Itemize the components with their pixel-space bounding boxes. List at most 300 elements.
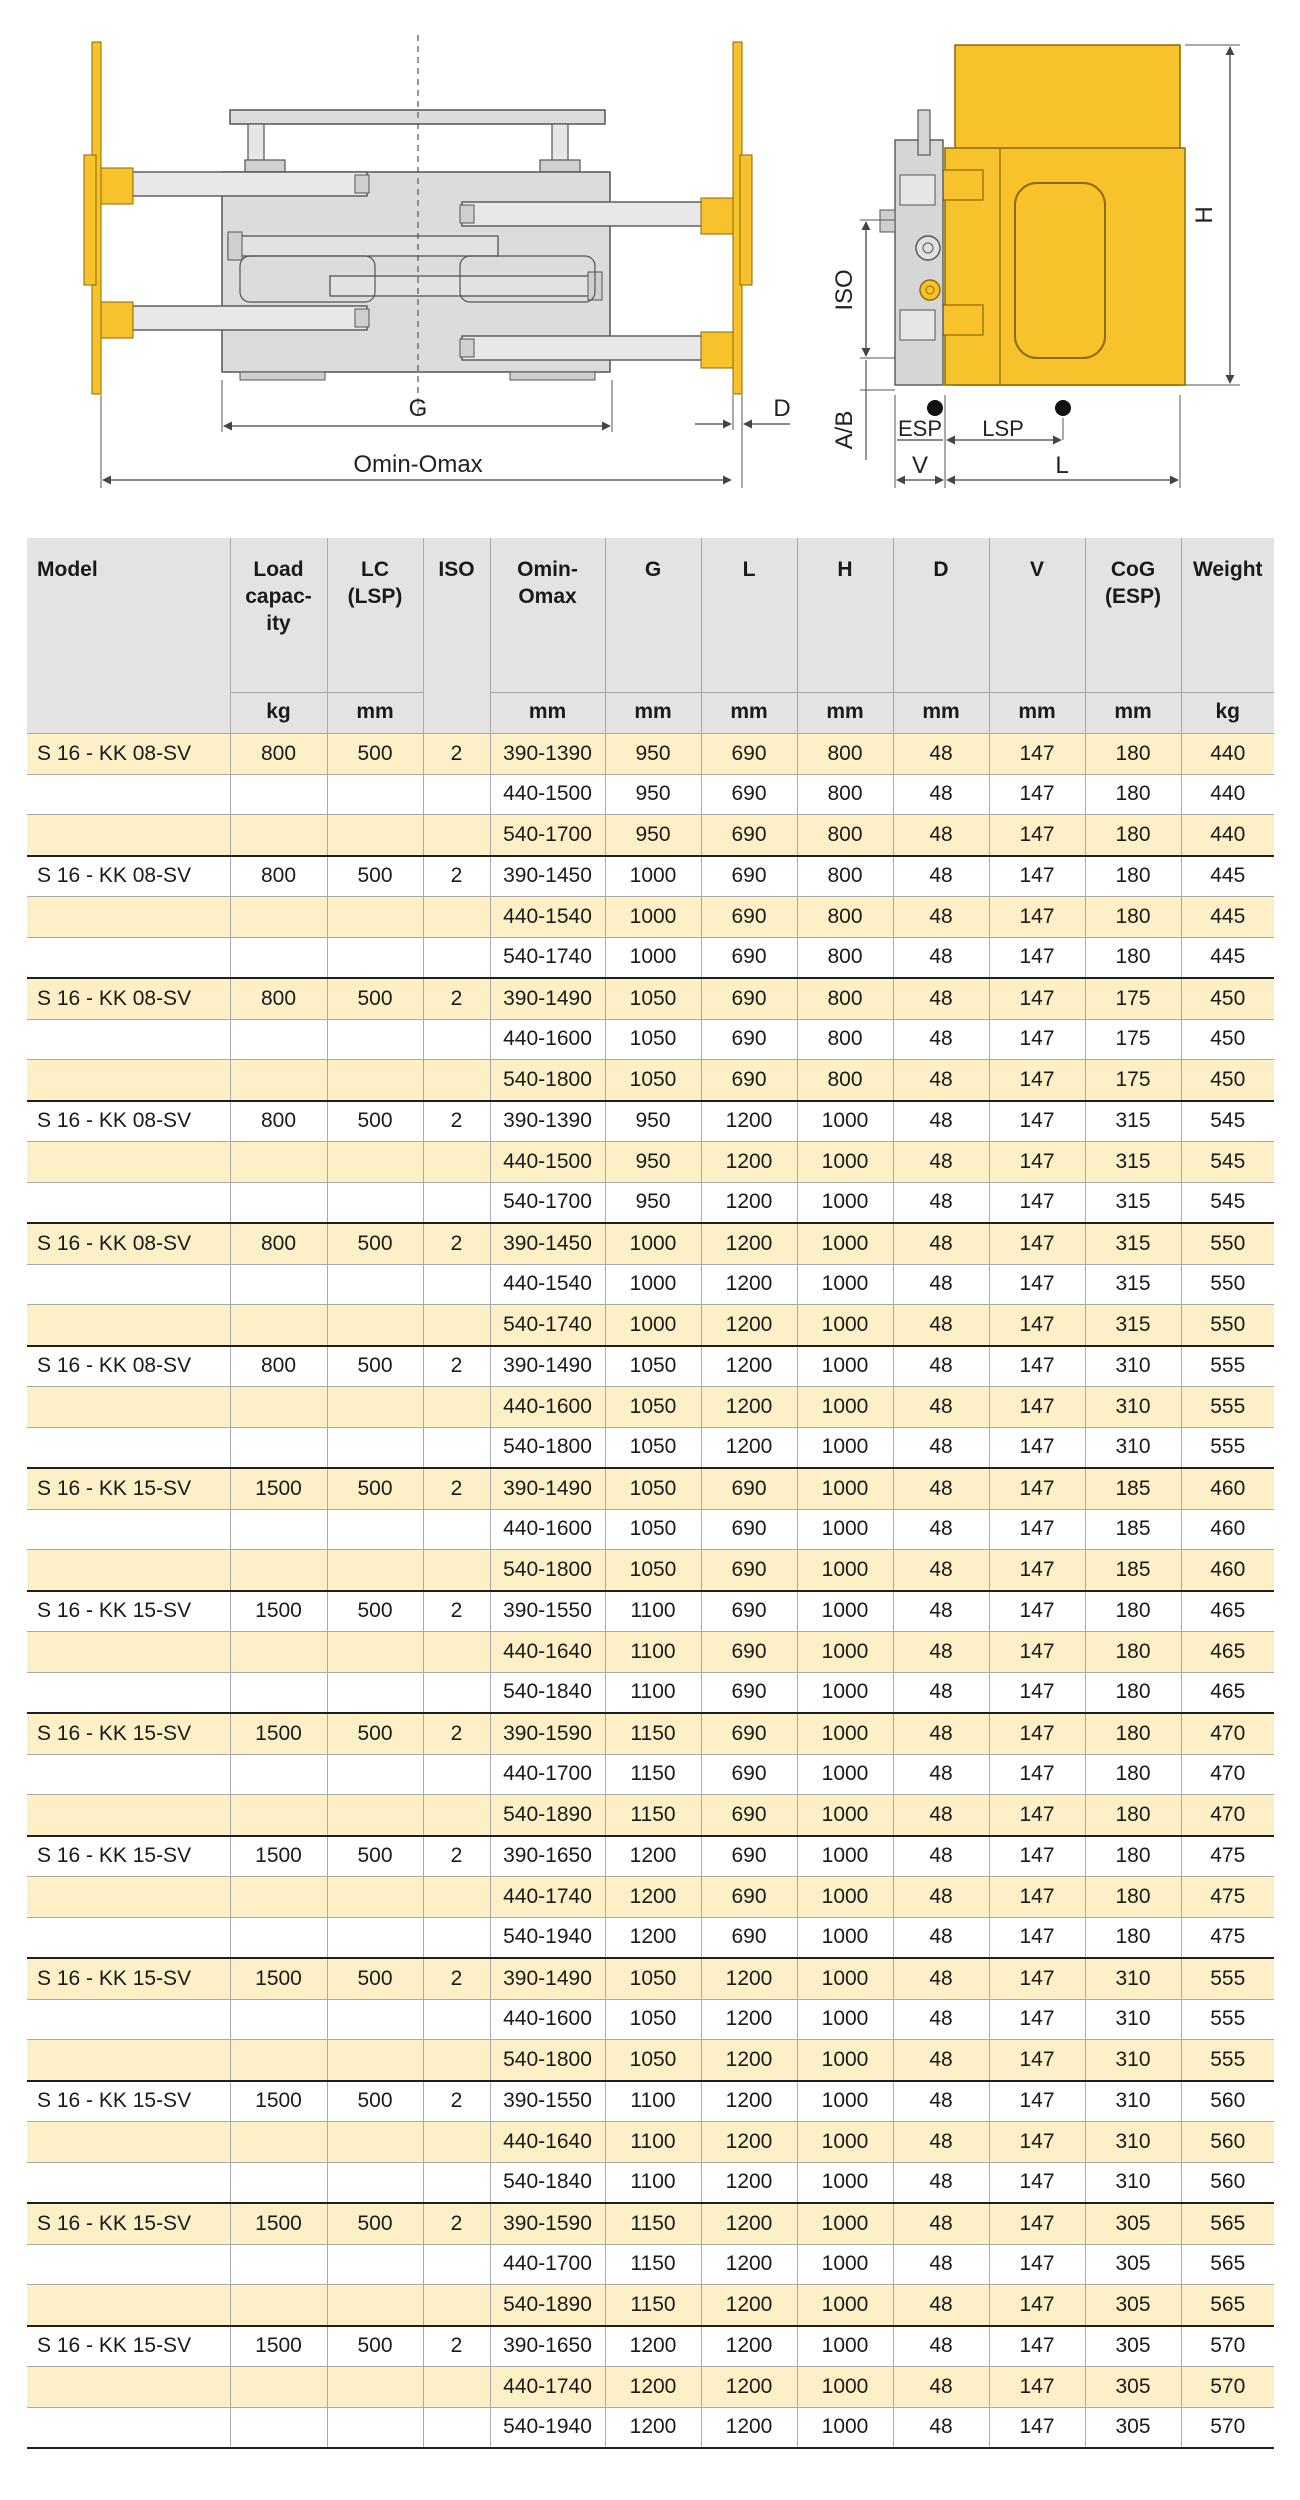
cell-h: 800 xyxy=(797,1060,893,1101)
cell-l: 1200 xyxy=(701,1387,797,1428)
cell-h: 1000 xyxy=(797,1509,893,1550)
cell-load-capacity xyxy=(230,1917,327,1958)
cell-model: S 16 - KK 08-SV xyxy=(27,1346,230,1387)
cell-model xyxy=(27,1387,230,1428)
cell-l: 1200 xyxy=(701,1142,797,1183)
cell-iso xyxy=(423,2244,490,2285)
cell-load-capacity xyxy=(230,1305,327,1346)
cell-model: S 16 - KK 15-SV xyxy=(27,2203,230,2244)
table-row xyxy=(27,978,1274,1019)
table-row xyxy=(27,1754,1274,1795)
cell-v: 147 xyxy=(989,1427,1085,1468)
cell-cog: 310 xyxy=(1085,1958,1181,1999)
cell-load-capacity xyxy=(230,2407,327,2448)
table-row xyxy=(27,1305,1274,1346)
cell-omin-omax: 440-1600 xyxy=(490,1019,605,1060)
cell-model xyxy=(27,774,230,815)
cell-d: 48 xyxy=(893,1836,989,1877)
cell-v: 147 xyxy=(989,2040,1085,2081)
cell-v: 147 xyxy=(989,2407,1085,2448)
cell-model: S 16 - KK 08-SV xyxy=(27,856,230,897)
cell-iso xyxy=(423,1672,490,1713)
cell-l: 690 xyxy=(701,1468,797,1509)
cell-weight: 555 xyxy=(1181,1346,1274,1387)
cell-omin-omax: 440-1640 xyxy=(490,2122,605,2163)
cell-lc: 500 xyxy=(327,734,423,775)
cell-cog: 180 xyxy=(1085,1795,1181,1836)
cell-weight: 545 xyxy=(1181,1142,1274,1183)
cell-model xyxy=(27,2244,230,2285)
cell-cog: 180 xyxy=(1085,774,1181,815)
cell-l: 1200 xyxy=(701,1101,797,1142)
cell-g: 1050 xyxy=(605,1060,701,1101)
cell-model xyxy=(27,1305,230,1346)
table-row xyxy=(27,1019,1274,1060)
cell-model xyxy=(27,897,230,938)
cell-h: 1000 xyxy=(797,1958,893,1999)
cell-lc xyxy=(327,1795,423,1836)
lower-left-arm xyxy=(105,306,367,330)
cell-weight: 450 xyxy=(1181,978,1274,1019)
cell-lc: 500 xyxy=(327,1591,423,1632)
cell-weight: 445 xyxy=(1181,856,1274,897)
cell-cog: 180 xyxy=(1085,1877,1181,1918)
cell-lc: 500 xyxy=(327,1468,423,1509)
cell-l: 690 xyxy=(701,1917,797,1958)
cell-weight: 555 xyxy=(1181,1387,1274,1428)
label-d: D xyxy=(773,395,791,422)
cell-model xyxy=(27,1182,230,1223)
cell-weight: 460 xyxy=(1181,1550,1274,1591)
upper-left-arm xyxy=(105,172,367,196)
cell-d: 48 xyxy=(893,1591,989,1632)
cell-model: S 16 - KK 08-SV xyxy=(27,978,230,1019)
cell-h: 1000 xyxy=(797,2407,893,2448)
cell-v: 147 xyxy=(989,937,1085,978)
table-row xyxy=(27,1877,1274,1918)
cell-iso: 2 xyxy=(423,2326,490,2367)
cell-d: 48 xyxy=(893,1632,989,1673)
cell-load-capacity xyxy=(230,815,327,856)
cell-h: 1000 xyxy=(797,1182,893,1223)
table-row xyxy=(27,1142,1274,1183)
table-row xyxy=(27,937,1274,978)
cell-d: 48 xyxy=(893,1346,989,1387)
cell-d: 48 xyxy=(893,2407,989,2448)
side-view xyxy=(831,45,1240,488)
cell-cog: 180 xyxy=(1085,1713,1181,1754)
cell-d: 48 xyxy=(893,1060,989,1101)
cell-h: 1000 xyxy=(797,2285,893,2326)
table-row xyxy=(27,2407,1274,2448)
cell-load-capacity: 1500 xyxy=(230,2326,327,2367)
cell-l: 1200 xyxy=(701,2122,797,2163)
cell-v: 147 xyxy=(989,1754,1085,1795)
cell-d: 48 xyxy=(893,1877,989,1918)
cell-load-capacity xyxy=(230,1754,327,1795)
cell-lc: 500 xyxy=(327,2081,423,2122)
cell-h: 1000 xyxy=(797,1877,893,1918)
header-h: H xyxy=(797,538,893,693)
cell-v: 147 xyxy=(989,1468,1085,1509)
cell-l: 690 xyxy=(701,1591,797,1632)
cell-v: 147 xyxy=(989,1387,1085,1428)
cell-l: 690 xyxy=(701,1672,797,1713)
cell-g: 1100 xyxy=(605,2122,701,2163)
cell-omin-omax: 440-1600 xyxy=(490,1999,605,2040)
cell-l: 690 xyxy=(701,815,797,856)
table-row xyxy=(27,815,1274,856)
cell-v: 147 xyxy=(989,1591,1085,1632)
cell-l: 1200 xyxy=(701,1427,797,1468)
cell-lc xyxy=(327,2407,423,2448)
cell-load-capacity: 1500 xyxy=(230,1958,327,1999)
cell-d: 48 xyxy=(893,2203,989,2244)
cell-h: 1000 xyxy=(797,1223,893,1264)
cell-weight: 475 xyxy=(1181,1917,1274,1958)
cell-iso xyxy=(423,1019,490,1060)
cell-v: 147 xyxy=(989,1999,1085,2040)
cell-lc xyxy=(327,2162,423,2203)
cell-cog: 315 xyxy=(1085,1182,1181,1223)
cell-weight: 570 xyxy=(1181,2407,1274,2448)
cell-h: 1000 xyxy=(797,2081,893,2122)
cell-d: 48 xyxy=(893,1305,989,1346)
header-g: G xyxy=(605,538,701,693)
cell-lc xyxy=(327,1142,423,1183)
cell-g: 1050 xyxy=(605,1019,701,1060)
table-row xyxy=(27,1182,1274,1223)
cell-iso: 2 xyxy=(423,978,490,1019)
cell-h: 1000 xyxy=(797,1142,893,1183)
cell-model: S 16 - KK 08-SV xyxy=(27,1223,230,1264)
cell-d: 48 xyxy=(893,2162,989,2203)
cell-weight: 555 xyxy=(1181,1999,1274,2040)
cell-l: 690 xyxy=(701,1509,797,1550)
cell-l: 1200 xyxy=(701,2203,797,2244)
cell-v: 147 xyxy=(989,1101,1085,1142)
table-row xyxy=(27,1550,1274,1591)
cell-g: 1000 xyxy=(605,937,701,978)
cell-load-capacity: 1500 xyxy=(230,2081,327,2122)
cell-iso: 2 xyxy=(423,1836,490,1877)
table-row xyxy=(27,2367,1274,2408)
cell-h: 800 xyxy=(797,734,893,775)
cell-iso xyxy=(423,1795,490,1836)
cell-model xyxy=(27,1795,230,1836)
cell-l: 1200 xyxy=(701,2244,797,2285)
label-omin-omax: Omin-Omax xyxy=(353,451,483,478)
cell-v: 147 xyxy=(989,774,1085,815)
cell-lc xyxy=(327,1672,423,1713)
table-row xyxy=(27,897,1274,938)
cell-h: 1000 xyxy=(797,2203,893,2244)
unit-lc: mm xyxy=(327,693,423,734)
label-esp: ESP xyxy=(897,416,943,441)
cell-g: 950 xyxy=(605,1182,701,1223)
cell-iso xyxy=(423,1754,490,1795)
cell-omin-omax: 390-1590 xyxy=(490,2203,605,2244)
cell-v: 147 xyxy=(989,1672,1085,1713)
cell-d: 48 xyxy=(893,1917,989,1958)
cell-weight: 550 xyxy=(1181,1264,1274,1305)
cell-v: 147 xyxy=(989,2203,1085,2244)
cell-d: 48 xyxy=(893,1550,989,1591)
cell-weight: 460 xyxy=(1181,1468,1274,1509)
cell-model: S 16 - KK 15-SV xyxy=(27,1713,230,1754)
cell-h: 1000 xyxy=(797,2244,893,2285)
cell-l: 690 xyxy=(701,1019,797,1060)
cell-load-capacity: 800 xyxy=(230,1223,327,1264)
cell-l: 1200 xyxy=(701,2407,797,2448)
cell-d: 48 xyxy=(893,1223,989,1264)
cell-model xyxy=(27,1060,230,1101)
cell-omin-omax: 440-1740 xyxy=(490,1877,605,1918)
cell-cog: 175 xyxy=(1085,1019,1181,1060)
cell-d: 48 xyxy=(893,1672,989,1713)
cell-load-capacity xyxy=(230,1387,327,1428)
cell-cog: 180 xyxy=(1085,815,1181,856)
cell-g: 1100 xyxy=(605,2162,701,2203)
cell-l: 690 xyxy=(701,734,797,775)
cell-cog: 315 xyxy=(1085,1223,1181,1264)
cell-cog: 180 xyxy=(1085,1632,1181,1673)
cell-load-capacity xyxy=(230,2122,327,2163)
cell-load-capacity: 800 xyxy=(230,1346,327,1387)
table-row xyxy=(27,2203,1274,2244)
cell-h: 1000 xyxy=(797,1795,893,1836)
cell-model xyxy=(27,1427,230,1468)
cell-weight: 545 xyxy=(1181,1101,1274,1142)
cell-load-capacity xyxy=(230,2244,327,2285)
cell-model: S 16 - KK 15-SV xyxy=(27,1836,230,1877)
cell-h: 800 xyxy=(797,815,893,856)
cell-l: 690 xyxy=(701,897,797,938)
cell-cog: 310 xyxy=(1085,2162,1181,2203)
cell-weight: 550 xyxy=(1181,1305,1274,1346)
cell-g: 1050 xyxy=(605,1346,701,1387)
cell-d: 48 xyxy=(893,2040,989,2081)
cell-omin-omax: 390-1450 xyxy=(490,1223,605,1264)
cell-iso xyxy=(423,2367,490,2408)
cell-l: 690 xyxy=(701,1754,797,1795)
cell-h: 1000 xyxy=(797,2367,893,2408)
cell-lc: 500 xyxy=(327,1958,423,1999)
cell-weight: 555 xyxy=(1181,1958,1274,1999)
cell-iso xyxy=(423,2040,490,2081)
cell-weight: 560 xyxy=(1181,2162,1274,2203)
cell-h: 800 xyxy=(797,978,893,1019)
cell-g: 1200 xyxy=(605,1917,701,1958)
label-v: V xyxy=(911,452,929,479)
cell-weight: 470 xyxy=(1181,1754,1274,1795)
cell-v: 147 xyxy=(989,1795,1085,1836)
cell-lc xyxy=(327,1182,423,1223)
cell-cog: 185 xyxy=(1085,1509,1181,1550)
cell-weight: 450 xyxy=(1181,1060,1274,1101)
cell-cog: 305 xyxy=(1085,2285,1181,2326)
cell-model xyxy=(27,2367,230,2408)
cell-load-capacity: 800 xyxy=(230,978,327,1019)
cell-cog: 180 xyxy=(1085,1836,1181,1877)
cell-h: 1000 xyxy=(797,2040,893,2081)
cell-weight: 465 xyxy=(1181,1672,1274,1713)
cell-l: 1200 xyxy=(701,1305,797,1346)
cell-weight: 555 xyxy=(1181,2040,1274,2081)
cell-l: 1200 xyxy=(701,2162,797,2203)
cell-v: 147 xyxy=(989,2367,1085,2408)
cell-g: 950 xyxy=(605,774,701,815)
cell-g: 950 xyxy=(605,734,701,775)
cell-model: S 16 - KK 08-SV xyxy=(27,1101,230,1142)
cell-h: 1000 xyxy=(797,2122,893,2163)
cell-lc xyxy=(327,1387,423,1428)
cell-iso: 2 xyxy=(423,1346,490,1387)
cell-cog: 175 xyxy=(1085,978,1181,1019)
cell-lc xyxy=(327,937,423,978)
cell-weight: 470 xyxy=(1181,1795,1274,1836)
cell-lc xyxy=(327,1917,423,1958)
cell-iso xyxy=(423,1877,490,1918)
table-row xyxy=(27,2285,1274,2326)
cell-load-capacity xyxy=(230,1632,327,1673)
cell-l: 690 xyxy=(701,1877,797,1918)
cell-omin-omax: 390-1490 xyxy=(490,1468,605,1509)
cell-h: 1000 xyxy=(797,2162,893,2203)
table-row xyxy=(27,1509,1274,1550)
cell-d: 48 xyxy=(893,1387,989,1428)
cell-l: 690 xyxy=(701,1836,797,1877)
cell-cog: 185 xyxy=(1085,1468,1181,1509)
cell-iso xyxy=(423,2162,490,2203)
cell-h: 1000 xyxy=(797,1836,893,1877)
unit-v: mm xyxy=(989,693,1085,734)
label-l: L xyxy=(1055,452,1069,479)
table-row xyxy=(27,1795,1274,1836)
cell-v: 147 xyxy=(989,1836,1085,1877)
cell-weight: 450 xyxy=(1181,1019,1274,1060)
cell-weight: 545 xyxy=(1181,1182,1274,1223)
cell-omin-omax: 440-1700 xyxy=(490,1754,605,1795)
table-row xyxy=(27,1632,1274,1673)
cell-g: 1000 xyxy=(605,856,701,897)
cell-l: 1200 xyxy=(701,1264,797,1305)
cell-iso: 2 xyxy=(423,856,490,897)
cell-l: 1200 xyxy=(701,2285,797,2326)
cell-load-capacity xyxy=(230,1877,327,1918)
cell-l: 690 xyxy=(701,1713,797,1754)
cell-load-capacity xyxy=(230,1264,327,1305)
table-row xyxy=(27,1264,1274,1305)
cell-g: 1200 xyxy=(605,2326,701,2367)
cell-lc: 500 xyxy=(327,856,423,897)
cell-lc: 500 xyxy=(327,1836,423,1877)
cell-l: 690 xyxy=(701,774,797,815)
cell-omin-omax: 540-1890 xyxy=(490,1795,605,1836)
cell-h: 1000 xyxy=(797,1591,893,1632)
cell-omin-omax: 540-1940 xyxy=(490,1917,605,1958)
cell-d: 48 xyxy=(893,937,989,978)
cell-lc xyxy=(327,897,423,938)
cell-g: 1050 xyxy=(605,1387,701,1428)
cell-d: 48 xyxy=(893,2367,989,2408)
label-h: H xyxy=(1191,206,1218,224)
cell-v: 147 xyxy=(989,2244,1085,2285)
cell-load-capacity: 800 xyxy=(230,856,327,897)
cell-v: 147 xyxy=(989,734,1085,775)
cell-iso: 2 xyxy=(423,1223,490,1264)
cell-omin-omax: 390-1650 xyxy=(490,2326,605,2367)
cell-omin-omax: 540-1840 xyxy=(490,1672,605,1713)
cell-iso xyxy=(423,815,490,856)
cell-g: 1150 xyxy=(605,1713,701,1754)
cell-g: 950 xyxy=(605,1142,701,1183)
cell-weight: 445 xyxy=(1181,937,1274,978)
cell-iso xyxy=(423,1264,490,1305)
header-lc: LC (LSP) xyxy=(327,538,423,693)
cell-h: 1000 xyxy=(797,1550,893,1591)
cell-cog: 305 xyxy=(1085,2244,1181,2285)
cell-omin-omax: 440-1640 xyxy=(490,1632,605,1673)
cell-cog: 315 xyxy=(1085,1101,1181,1142)
cell-g: 1050 xyxy=(605,1468,701,1509)
table-row xyxy=(27,1591,1274,1632)
cell-v: 147 xyxy=(989,2326,1085,2367)
cell-weight: 440 xyxy=(1181,734,1274,775)
cell-weight: 475 xyxy=(1181,1836,1274,1877)
cell-model xyxy=(27,2040,230,2081)
specifications-table xyxy=(27,538,1274,2449)
cell-iso: 2 xyxy=(423,1101,490,1142)
cylinder-lower xyxy=(330,276,600,296)
cell-lc xyxy=(327,1509,423,1550)
cell-weight: 555 xyxy=(1181,1427,1274,1468)
cell-model: S 16 - KK 15-SV xyxy=(27,1958,230,1999)
header-weight: Weight xyxy=(1181,538,1274,693)
cell-d: 48 xyxy=(893,1999,989,2040)
cell-cog: 180 xyxy=(1085,1917,1181,1958)
table-row xyxy=(27,2326,1274,2367)
cell-v: 147 xyxy=(989,1877,1085,1918)
cell-d: 48 xyxy=(893,1468,989,1509)
cell-lc xyxy=(327,1999,423,2040)
cell-iso: 2 xyxy=(423,1468,490,1509)
cell-l: 690 xyxy=(701,1632,797,1673)
label-lsp: LSP xyxy=(982,416,1024,441)
cell-omin-omax: 440-1540 xyxy=(490,1264,605,1305)
table-row xyxy=(27,1101,1274,1142)
cell-model xyxy=(27,2122,230,2163)
cell-cog: 310 xyxy=(1085,2081,1181,2122)
table-row xyxy=(27,2081,1274,2122)
cell-omin-omax: 440-1600 xyxy=(490,1387,605,1428)
cell-d: 48 xyxy=(893,734,989,775)
cell-d: 48 xyxy=(893,1713,989,1754)
cell-lc xyxy=(327,774,423,815)
cell-lc xyxy=(327,1754,423,1795)
cell-g: 1100 xyxy=(605,1591,701,1632)
cell-weight: 465 xyxy=(1181,1632,1274,1673)
cell-h: 1000 xyxy=(797,1917,893,1958)
cell-model xyxy=(27,1877,230,1918)
unit-cog: mm xyxy=(1085,693,1181,734)
table-row xyxy=(27,1223,1274,1264)
cell-g: 1050 xyxy=(605,1958,701,1999)
cell-load-capacity xyxy=(230,1142,327,1183)
cell-lc: 500 xyxy=(327,1346,423,1387)
cell-iso xyxy=(423,1142,490,1183)
cell-model: S 16 - KK 15-SV xyxy=(27,2081,230,2122)
